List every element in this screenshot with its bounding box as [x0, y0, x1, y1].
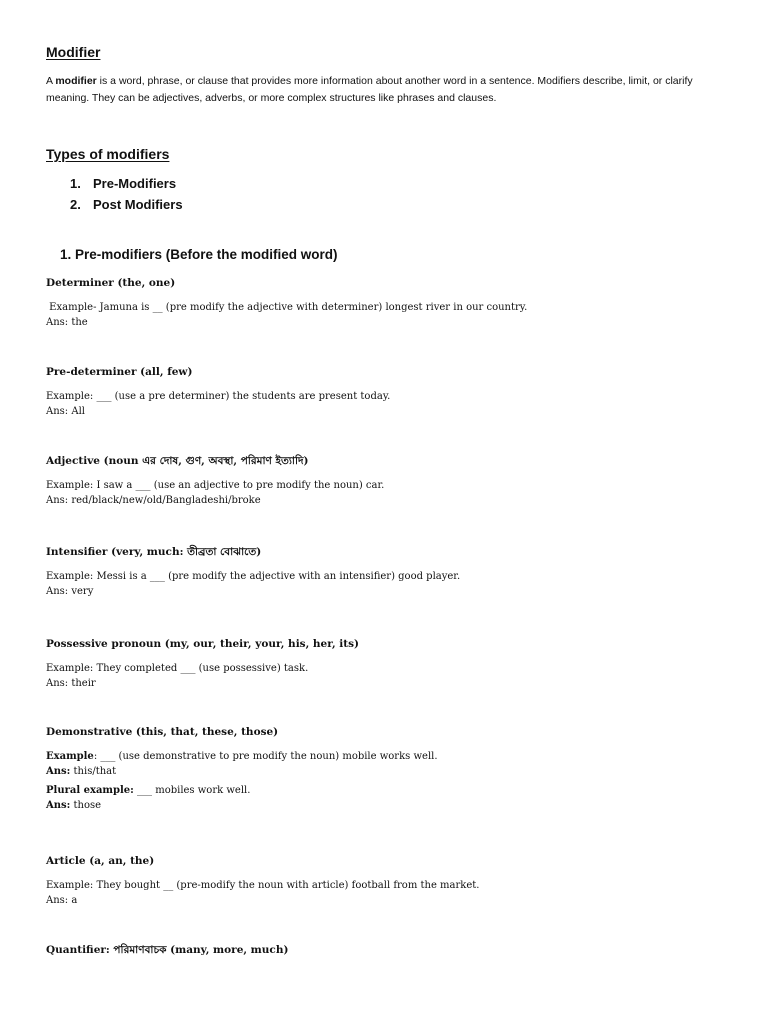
types-list-item: [70, 196, 183, 217]
block-title: Article (a, an, the): [46, 855, 155, 867]
page-title: Modifier: [46, 44, 101, 60]
answer-line: Ans: red/black/new/old/Bangladeshi/broke: [46, 494, 261, 506]
list-number: 1.: [70, 176, 81, 191]
example-line: Example: Messi is a ___ (pre modify the adjective with an intensifier) good player.: [46, 571, 461, 582]
article-block: [46, 854, 726, 908]
block-title: Possessive pronoun (my, our, their, your, his, her, its): [46, 638, 360, 650]
answer-line: Ans: their: [46, 677, 96, 689]
example-line: Example: They completed ___ (use possessive) task.: [46, 663, 309, 674]
block-title: Intensifier (very, much: তীব্রতা বোঝাতে): [46, 546, 262, 558]
answer-line: Ans: the: [46, 316, 88, 328]
list-label: Post Modifiers: [93, 197, 183, 212]
example-label: Example: [46, 751, 94, 762]
example-line: [46, 750, 726, 765]
answer-label: Ans:: [46, 765, 71, 777]
intro-bold-term: modifier: [55, 75, 97, 87]
plural-answer-text: those: [70, 799, 102, 811]
intensifier-block: [46, 545, 726, 599]
plural-answer-label: Ans:: [46, 799, 71, 811]
list-label: Pre-Modifiers: [93, 176, 177, 191]
answer-line: [46, 765, 726, 780]
types-list: [70, 175, 183, 217]
block-title: Adjective (noun এর দোষ, গুণ, অবস্থা, পরিমাণ ইত্যাদি): [46, 455, 309, 467]
predeterminer-block: [46, 365, 726, 419]
intro-prefix: A: [46, 75, 56, 87]
plural-example-text: ___ mobiles work well.: [133, 785, 251, 796]
adjective-block: [46, 454, 726, 508]
possessive-block: [46, 637, 726, 691]
section-heading: 1. Pre-modifiers (Before the modified word): [60, 247, 338, 262]
plural-example-line: [46, 784, 726, 799]
plural-answer-line: [46, 799, 726, 814]
answer-line: Ans: All: [46, 405, 85, 417]
demonstrative-block: [46, 725, 726, 813]
types-heading: Types of modifiers: [46, 146, 170, 162]
block-title: Determiner (the, one): [46, 277, 176, 289]
list-number: 2.: [70, 197, 81, 212]
answer-text: this/that: [70, 765, 117, 777]
block-title: Pre-determiner (all, few): [46, 366, 193, 378]
example-line: Example: They bought __ (pre-modify the noun with article) football from the market.: [46, 880, 480, 891]
plural-example-label: Plural example:: [46, 785, 134, 796]
block-title: Demonstrative (this, that, these, those): [46, 726, 279, 738]
determiner-block: [46, 276, 726, 330]
example-line: Example- Jamuna is __ (pre modify the adjective with determiner) longest river in our country.: [46, 302, 528, 313]
example-text: : ___ (use demonstrative to pre modify the noun) mobile works well.: [93, 751, 438, 762]
block-title: Quantifier: পরিমাণবাচক (many, more, much): [46, 944, 289, 956]
intro-rest: is a word, phrase, or clause that provides more information about another word in a sentence. Modifiers describe, limit, or clarify meaning. They can be adjectives, adverbs, or more complex structures like phrases and clauses.: [46, 75, 693, 104]
example-line: Example: ___ (use a pre determiner) the students are present today.: [46, 391, 391, 402]
quantifier-block: [46, 943, 726, 958]
answer-line: Ans: very: [46, 585, 94, 597]
answer-line: Ans: a: [46, 894, 78, 906]
example-line: Example: I saw a ___ (use an adjective to pre modify the noun) car.: [46, 480, 385, 491]
types-list-item: [70, 175, 183, 196]
intro-paragraph: [46, 73, 726, 107]
